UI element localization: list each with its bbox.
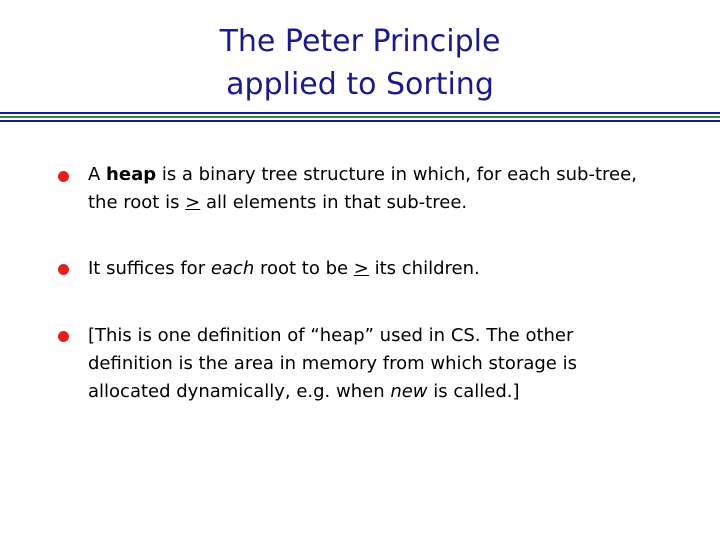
text-segment: all elements in that sub-tree. <box>200 192 468 213</box>
title-divider <box>0 112 720 124</box>
divider-rule-blue <box>0 112 720 114</box>
ge-symbol: > <box>185 192 201 213</box>
divider-rule-green <box>0 116 720 118</box>
text-segment: root to be <box>254 258 354 279</box>
text-segment: its children. <box>368 258 480 279</box>
title-line-2: applied to Sorting <box>226 67 494 102</box>
term-heap: heap <box>106 164 157 185</box>
bullet-text-2 <box>88 255 648 283</box>
text-segment: It suffices for <box>88 258 211 279</box>
slide-title <box>0 20 720 106</box>
bullet-dot-icon <box>58 331 69 342</box>
title-line-1: The Peter Principle <box>219 24 501 59</box>
divider-rule-blue-2 <box>0 120 720 122</box>
text-segment: is a binary tree structure in which, for each sub-tree, the root is <box>88 164 637 213</box>
bullet-dot-icon <box>58 264 69 275</box>
bullet-text-3 <box>88 322 648 406</box>
text-segment: A <box>88 164 107 185</box>
emphasis-new: new <box>390 381 428 402</box>
text-segment: [This is one definition of “heap” used in CS. The other definition is the area in memory from which storage is allocated dynamically, e.g. when <box>88 325 577 402</box>
bullet-text-1 <box>88 161 648 217</box>
emphasis-each: each <box>210 258 255 279</box>
bullet-dot-icon <box>58 171 69 182</box>
ge-symbol: > <box>353 258 369 279</box>
text-segment: is called.] <box>427 381 520 402</box>
